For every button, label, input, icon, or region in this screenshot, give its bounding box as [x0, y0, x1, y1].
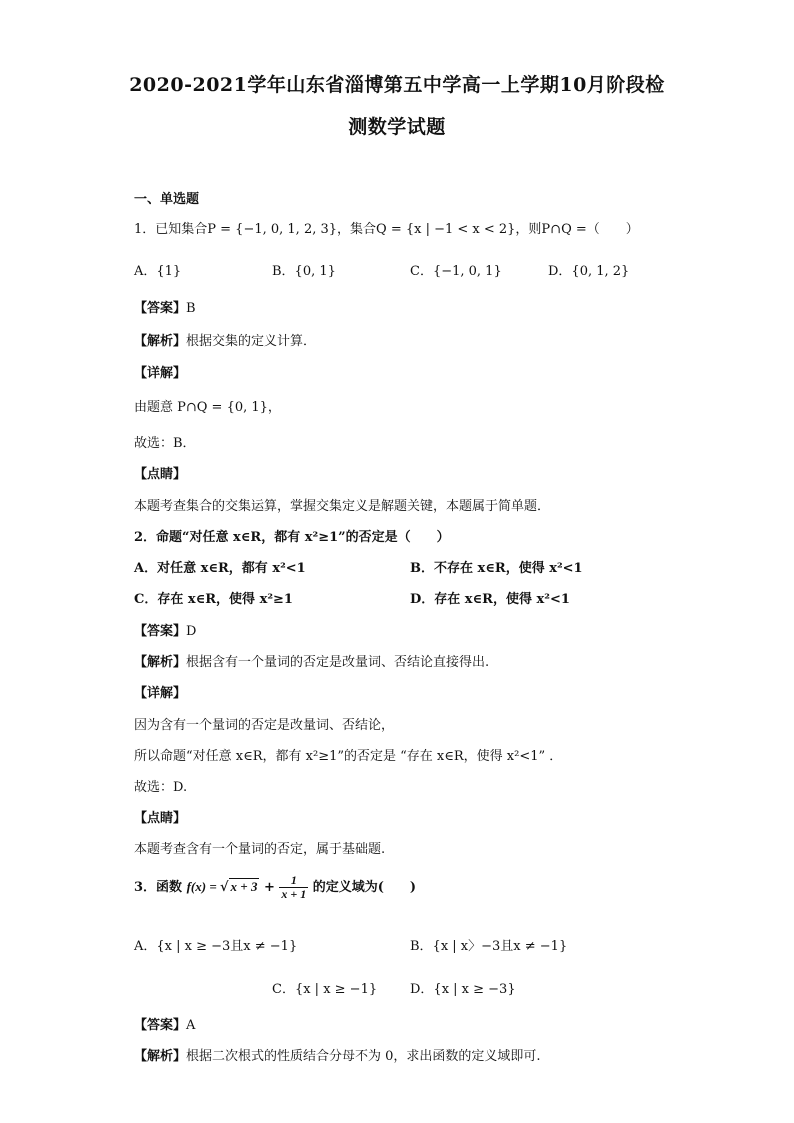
q3-answer-row	[134, 1014, 195, 1033]
q2-option-d: D．存在 x∈R，使得 x²<1	[410, 592, 570, 607]
q2-option-b: B．不存在 x∈R，使得 x²<1	[410, 561, 583, 576]
q2-stem: 2．命题“对任意 x∈R，都有 x²≥1”的否定是（ ）	[134, 530, 450, 545]
q3-function-name: f(x) =	[186, 879, 220, 895]
q3-analysis-label: 【解析】	[134, 1049, 187, 1064]
q3-stem	[134, 874, 416, 901]
q2-answer-value: D	[186, 624, 197, 639]
q1-answer-label: 【答案】	[134, 301, 187, 316]
q2-analysis-text: 根据含有一个量词的否定是改量词、否结论直接得出.	[186, 655, 490, 670]
q3-analysis-text: 根据二次根式的性质结合分母不为 0，求出函数的定义域即可.	[186, 1049, 541, 1064]
q2-analysis-row	[134, 651, 489, 670]
q1-option-a: A．{1}	[134, 264, 182, 279]
q1-detail-line-2: 故选：B．	[134, 436, 196, 451]
q2-detail-label: 【详解】	[134, 686, 187, 701]
q2-option-a: A．对任意 x∈R，都有 x²<1	[134, 561, 306, 576]
q3-option-c: C．{x | x ≥ −1}	[272, 982, 378, 997]
q1-comment-text: 本题考查集合的交集运算，掌握交集定义是解题关键，本题属于简单题．	[134, 499, 551, 514]
q3-fraction	[279, 874, 308, 901]
q2-answer-label: 【答案】	[134, 624, 187, 639]
q2-comment-text: 本题考查含有一个量词的否定，属于基础题.	[134, 842, 386, 857]
q3-stem-prefix: 3．函数	[134, 880, 183, 896]
q1-analysis-row	[134, 330, 316, 349]
q2-detail-line-1: 因为含有一个量词的否定是改量词、否结论，	[134, 718, 395, 733]
q3-fraction-denominator: x + 1	[281, 887, 307, 902]
q3-option-b: B．{x | x〉−3且x ≠ −1}	[410, 939, 568, 954]
q3-option-d: D．{x | x ≥ −3}	[410, 982, 516, 997]
q1-detail-line-1: 由题意 P∩Q = {0, 1}，	[134, 400, 281, 415]
q1-analysis-text: 根据交集的定义计算．	[186, 334, 317, 349]
q3-analysis-row	[134, 1045, 541, 1064]
q1-stem: 1．已知集合P = {−1, 0, 1, 2, 3}，集合Q = {x | −1 < x < 2}，则P∩Q =（ ）	[134, 222, 639, 237]
q1-option-c: C．{−1, 0, 1}	[410, 264, 502, 279]
document-title-line1: 2020-2021学年山东省淄博第五中学高一上学期10月阶段检	[129, 74, 665, 96]
q3-answer-value: A	[186, 1018, 196, 1033]
q1-analysis-label: 【解析】	[134, 334, 187, 349]
q1-detail-label: 【详解】	[134, 366, 187, 381]
document-title-line2: 测数学试题	[348, 116, 446, 138]
q1-option-b: B．{0, 1}	[272, 264, 336, 279]
section-heading: 一、单选题	[134, 192, 200, 207]
q3-sqrt-radicand: x + 3	[230, 879, 258, 895]
q3-plus: +	[259, 880, 280, 896]
q1-comment-label: 【点睛】	[134, 467, 187, 482]
q1-answer-row	[134, 297, 196, 316]
q2-option-c: C．存在 x∈R，使得 x²≥1	[134, 592, 293, 607]
q2-answer-row	[134, 620, 196, 639]
q2-detail-line-3: 故选：D.	[134, 780, 188, 795]
q3-fraction-numerator: 1	[279, 874, 308, 888]
q3-option-a: A．{x | x ≥ −3且x ≠ −1}	[134, 939, 298, 954]
q1-option-d: D．{0, 1, 2}	[548, 264, 630, 279]
q2-analysis-label: 【解析】	[134, 655, 187, 670]
q1-answer-value: B	[186, 301, 196, 316]
sqrt-icon: √	[219, 880, 229, 896]
q2-comment-label: 【点睛】	[134, 811, 187, 826]
q3-answer-label: 【答案】	[134, 1018, 187, 1033]
q3-stem-suffix: 的定义域为( )	[312, 880, 417, 896]
q2-detail-line-2: 所以命题“对任意 x∈R，都有 x²≥1”的否定是 “存在 x∈R，使得 x²<1” ．	[134, 749, 563, 764]
